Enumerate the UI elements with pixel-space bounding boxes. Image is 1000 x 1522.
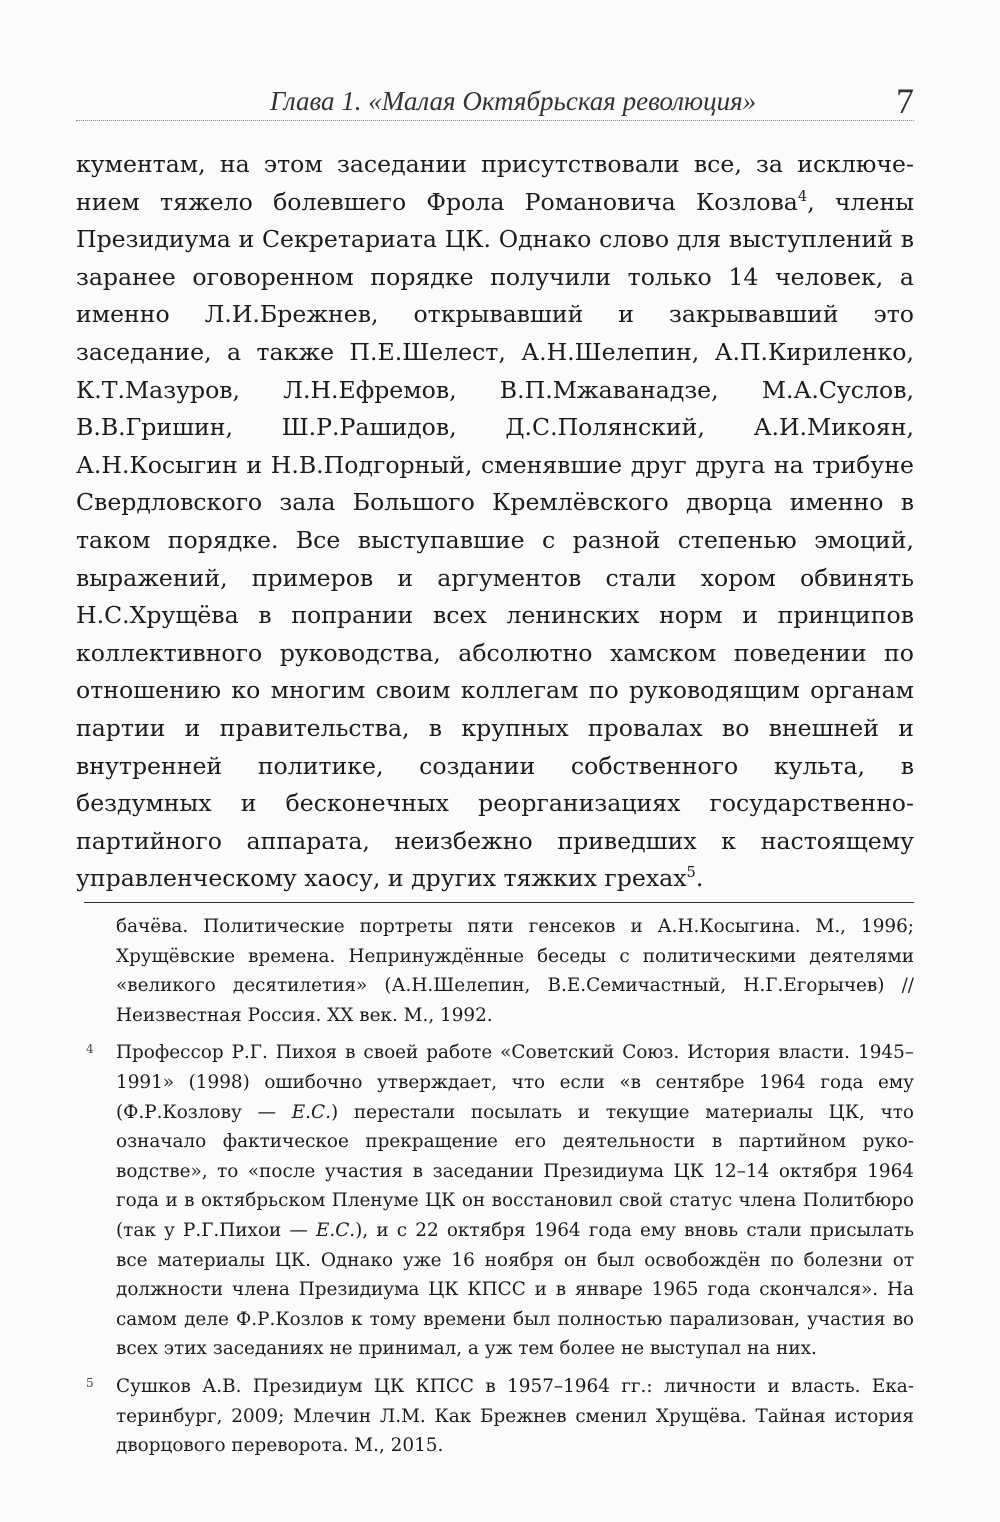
footnote-ref-4: 4 xyxy=(797,187,808,205)
main-text xyxy=(76,146,914,898)
author-initials: Е.С. xyxy=(291,1101,331,1123)
footnote-number: 4 xyxy=(86,1042,94,1057)
footnote-text: Профессор Р.Г. Пихоя в своей работе «Советский Союз. История власти. 1945–1991» (1998) ошибочно утверждает, что если «в сентябре 1964 года ему (Ф.Р.Козлову — xyxy=(116,1042,914,1123)
footnote-text: Сушков А.В. Президиум ЦК КПСС в 1957–1964 гг.: личности и власть. Екатеринбург, 2009; Млечин Л.М. Как Брежнев сменил Хрущёва. Тайная история дворцового переворота. М., 2015. xyxy=(116,1375,914,1457)
text-segment: . xyxy=(695,864,704,893)
footnotes xyxy=(76,912,914,1469)
chapter-title: Глава 1. «Малая Октябрьская революция» xyxy=(270,86,757,116)
footnote-5 xyxy=(76,1372,914,1461)
footnote-number: 5 xyxy=(86,1375,94,1390)
footnote-4 xyxy=(76,1038,914,1364)
footnote-text: ) перестали посылать и текущие материалы ЦК, что означало фактическое прекращение его деятельности в партийном руководстве», то «после участия в заседании Президиума ЦК 12–14 октября 1964 года и в октябрьском Пленуме ЦК он восстановил свой статус члена Политбюро (так у Р.Г.Пихои — xyxy=(116,1101,914,1241)
text-segment: кументам, на этом заседании присутствовали все, за исключением тяжело болевшего Фрола Романовича Козлова xyxy=(76,150,914,216)
footnote-continued xyxy=(76,912,914,1030)
paragraph xyxy=(76,146,914,898)
footnote-divider xyxy=(84,902,914,903)
header-divider xyxy=(76,120,914,121)
footnote-text: ), и с 22 октября 1964 года ему вновь стали присылать все материалы ЦК. Однако уже 16 ноября он был освобождён по болезни от должности члена Президиума ЦК КПСС и в январе 1965 года скончался». На самом деле Ф.Р.Козлов к тому времени был полностью парализован, участия во всех этих заседаниях не принимал, а уж тем более не выступал на них. xyxy=(116,1219,914,1360)
footnote-ref-5: 5 xyxy=(686,864,696,882)
footnote-text: бачёва. Политические портреты пяти генсеков и А.Н.Косыгина. М., 1996; Хрущёвские времена. Непринуждённые беседы с политическими деятелями «великого десятилетия» (А.Н.Шелепин, В.Е.Семичастный, Н.Г.Егорычев) // Неизвестная Россия. XX век. М., 1992. xyxy=(116,916,914,1026)
running-head xyxy=(76,81,914,122)
page-number: 7 xyxy=(896,81,914,121)
text-segment: , члены Президиума и Секретариата ЦК. Однако слово для выступлений в заранее оговоренном порядке получили только 14 человек, а именно Л.И.Брежнев, открывавший и закрывавший это заседание, а также П.Е.Шелест, А.Н.Шелепин, А.П.Кириленко, К.Т.Мазуров, Л.Н.Ефремов, В.П.Мжаванадзе, М.А.Суслов, В.В.Гришин, Ш.Р.Рашидов, Д.С.Полянский, А.И.Микоян, А.Н.Косыгин и Н.В.Подгорный, сменявшие друг друга на трибуне Свердловского зала Большого Кремлёвского дворца именно в таком порядке. Все выступавшие с разной степенью эмоций, выражений, примеров и аргументов стали хором обвинять Н.С.Хрущёва в попрании всех ленинских норм и принципов коллективного руководства, абсолютно хамском поведении по отношению ко многим своим коллегам по руководящим органам партии и правительства, в крупных провалах во внешней и внутренней политике, создании собственного культа, в бездумных и бесконечных реорганизациях государственно-партийного аппарата, неизбежно приведших к настоящему управленческому хаосу, и других тяжких грехах xyxy=(76,187,914,893)
author-initials: Е.С. xyxy=(315,1219,356,1241)
